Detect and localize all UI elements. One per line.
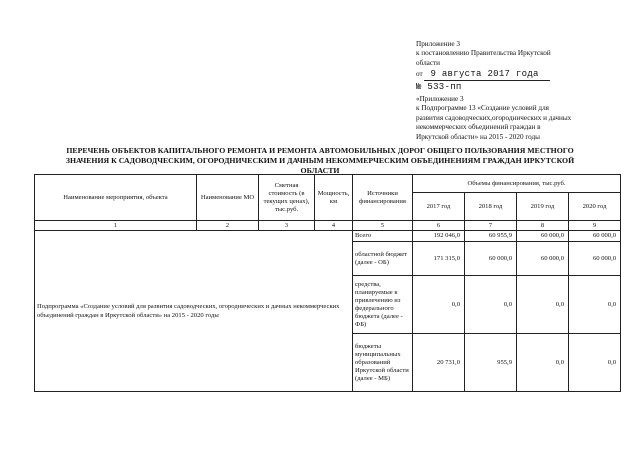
date-prefix: от (416, 70, 423, 79)
sub-appendix-line-2: развития садоводческих,огороднических и дачных (416, 113, 572, 122)
value-cell: 192 046,0 (413, 231, 465, 242)
appendix-label: Приложение 3 (416, 40, 460, 48)
column-number: 8 (517, 221, 569, 231)
column-number: 3 (259, 221, 315, 231)
header-sources: Источники финансирования (353, 175, 413, 221)
header-year-2020: 2020 год (569, 193, 621, 221)
value-cell: 0,0 (413, 276, 465, 334)
header-volumes: Объемы финансирования, тыс.руб. (413, 175, 621, 193)
program-name-cell: Подпрограмма «Создание условий для развития садоводческих, огороднических и дачных некоммерческих объединений граждан в Иркутской области» на 2015 - 2020 годы (35, 231, 353, 392)
title-line-1: ПЕРЕЧЕНЬ ОБЪЕКТОВ КАПИТАЛЬНОГО РЕМОНТА И РЕМОНТА АВТОМОБИЛЬНЫХ ДОРОГ ОБЩЕГО ПОЛЬЗОВАНИЯ МЕСТНОГО (66, 146, 574, 155)
value-cell: 0,0 (517, 334, 569, 392)
value-cell: 955,9 (465, 334, 517, 392)
sub-appendix-line-4: Иркутской области» на 2015 - 2020 годы (416, 132, 540, 141)
decree-number: № 533-пп (416, 81, 462, 92)
source-cell: бюджеты муниципальных образований Иркутской области (далее - МБ) (353, 334, 413, 392)
value-cell: 60 000,0 (517, 242, 569, 276)
value-cell: 0,0 (569, 334, 621, 392)
column-number: 7 (465, 221, 517, 231)
header-year-2017: 2017 год (413, 193, 465, 221)
appendix-header (416, 40, 616, 142)
sub-appendix-label: «Приложение 3 (416, 95, 464, 104)
decree-date (416, 70, 616, 80)
sub-appendix-line-1: к Подпрограмме 13 «Создание условий для (416, 104, 549, 113)
decree-line-2: области (416, 58, 441, 67)
value-cell: 60 000,0 (569, 231, 621, 242)
column-number: 6 (413, 221, 465, 231)
header-cost: Сметная стоимость (в текущих ценах), тыс.руб. (259, 175, 315, 221)
table-row (35, 231, 621, 242)
column-number: 9 (569, 221, 621, 231)
decree-line-1: к постановлению Правительства Иркутской (416, 49, 551, 58)
date-value: 9 августа 2017 года (424, 70, 550, 80)
value-cell: 60 955,9 (465, 231, 517, 242)
value-cell: 0,0 (465, 276, 517, 334)
title-line-2: ЗНАЧЕНИЯ К САДОВОДЧЕСКИМ, ОГОРОДНИЧЕСКИМ И ДАЧНЫМ НЕКОММЕРЧЕСКИМ ОБЪЕДИНЕНИЯМ ГРАЖДАН ИРКУТСКОЙ (65, 156, 575, 165)
value-cell: 20 731,0 (413, 334, 465, 392)
value-cell: 60 000,0 (569, 242, 621, 276)
column-number: 4 (315, 221, 353, 231)
source-cell: Всего (353, 231, 413, 242)
sub-appendix-line-3: некоммерческих объединений граждан в (416, 123, 541, 132)
value-cell: 0,0 (569, 276, 621, 334)
source-cell: средства, планируемые к привлечению из федерального бюджета (далее - ФБ) (353, 276, 413, 334)
header-mo: Наименование МО (197, 175, 259, 221)
source-cell: областной бюджет (далее - ОБ) (353, 242, 413, 276)
value-cell: 0,0 (517, 276, 569, 334)
value-cell: 60 000,0 (465, 242, 517, 276)
column-number: 1 (35, 221, 197, 231)
column-number: 5 (353, 221, 413, 231)
document-title (40, 146, 600, 176)
financing-table (34, 174, 621, 392)
value-cell: 60 000,0 (517, 231, 569, 242)
header-name: Наименование мероприятия, объекта (35, 175, 197, 221)
title-line-3: ОБЛАСТИ (300, 166, 340, 175)
header-year-2018: 2018 год (465, 193, 517, 221)
value-cell: 171 315,0 (413, 242, 465, 276)
header-capacity: Мощность, км (315, 175, 353, 221)
column-number: 2 (197, 221, 259, 231)
header-year-2019: 2019 год (517, 193, 569, 221)
